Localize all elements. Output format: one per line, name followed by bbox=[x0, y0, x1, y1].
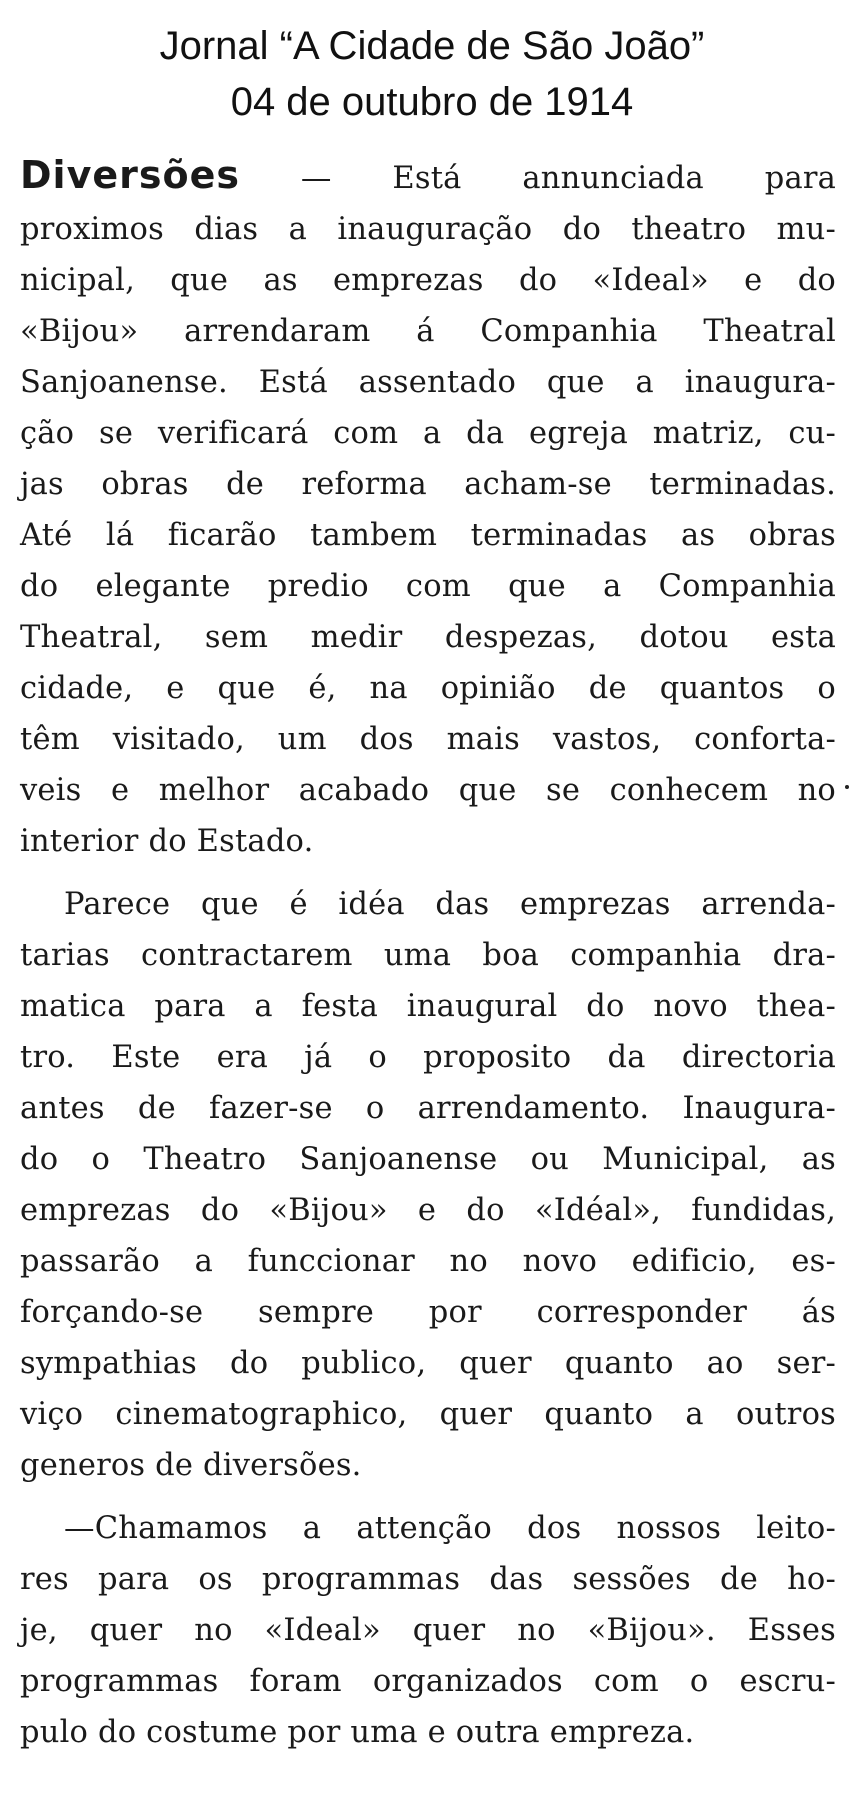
article-line: forçando-se sempre por corresponder ás bbox=[20, 1295, 836, 1330]
article-line: jas obras de reforma acham-se terminadas. bbox=[20, 467, 836, 502]
newspaper-header bbox=[0, 18, 864, 130]
article-line: têm visitado, um dos mais vastos, conforta- bbox=[20, 722, 836, 757]
article-line: generos de diversões. bbox=[20, 1448, 362, 1483]
article-paragraph-3 bbox=[20, 1503, 836, 1758]
article-line: do o Theatro Sanjoanense ou Municipal, as bbox=[20, 1142, 836, 1177]
article-line: Sanjoanense. Está assentado que a inaugura- bbox=[20, 365, 836, 400]
article-line: antes de fazer-se o arrendamento. Inaugura- bbox=[20, 1091, 836, 1126]
article-line: Theatral, sem medir despezas, dotou esta bbox=[20, 620, 836, 655]
article-line: do elegante predio com que a Companhia bbox=[20, 569, 836, 604]
article-paragraph-2 bbox=[20, 879, 836, 1491]
article-line: pulo do costume por uma e outra empreza. bbox=[20, 1715, 695, 1750]
article-line: viço cinematographico, quer quanto a outros bbox=[20, 1397, 836, 1432]
article-paragraph-1 bbox=[20, 150, 836, 867]
article-line: nicipal, que as emprezas do «Ideal» e do bbox=[20, 263, 836, 298]
article-line: tarias contractarem uma boa companhia dra- bbox=[20, 938, 836, 973]
article-line: je, quer no «Ideal» quer no «Bijou». Esses bbox=[20, 1613, 836, 1648]
newspaper-date: 04 de outubro de 1914 bbox=[230, 80, 634, 124]
print-speck bbox=[845, 785, 849, 789]
article-line: proximos dias a inauguração do theatro mu- bbox=[20, 212, 836, 247]
article-line: Até lá ficarão tambem terminadas as obras bbox=[20, 518, 836, 553]
article-line: sympathias do publico, quer quanto ao ser- bbox=[20, 1346, 836, 1381]
article-line: «Bijou» arrendaram á Companhia Theatral bbox=[20, 314, 836, 349]
article-heading: Diversões bbox=[20, 153, 240, 197]
article-body bbox=[20, 150, 836, 1770]
article-line: cidade, e que é, na opinião de quantos o bbox=[20, 671, 836, 706]
newspaper-title: Jornal “A Cidade de São João” bbox=[159, 24, 705, 68]
article-line: res para os programmas das sessões de ho- bbox=[20, 1562, 836, 1597]
article-line: —Chamamos a attenção dos nossos leito- bbox=[64, 1511, 836, 1546]
article-line: matica para a festa inaugural do novo thea- bbox=[20, 989, 836, 1024]
article-line: Parece que é idéa das emprezas arrenda- bbox=[64, 887, 836, 922]
article-line: programmas foram organizados com o escru- bbox=[20, 1664, 836, 1699]
article-line: ção se verificará com a da egreja matriz, cu- bbox=[20, 416, 836, 451]
article-line: tro. Este era já o proposito da directoria bbox=[20, 1040, 836, 1075]
article-line: veis e melhor acabado que se conhecem no bbox=[20, 773, 836, 808]
article-line: interior do Estado. bbox=[20, 824, 314, 859]
article-line bbox=[20, 150, 836, 204]
article-line: emprezas do «Bijou» e do «Idéal», fundidas, bbox=[20, 1193, 836, 1228]
article-line: passarão a funccionar no novo edificio, es- bbox=[20, 1244, 836, 1279]
article-line-text: — Está annunciada para bbox=[300, 161, 836, 196]
